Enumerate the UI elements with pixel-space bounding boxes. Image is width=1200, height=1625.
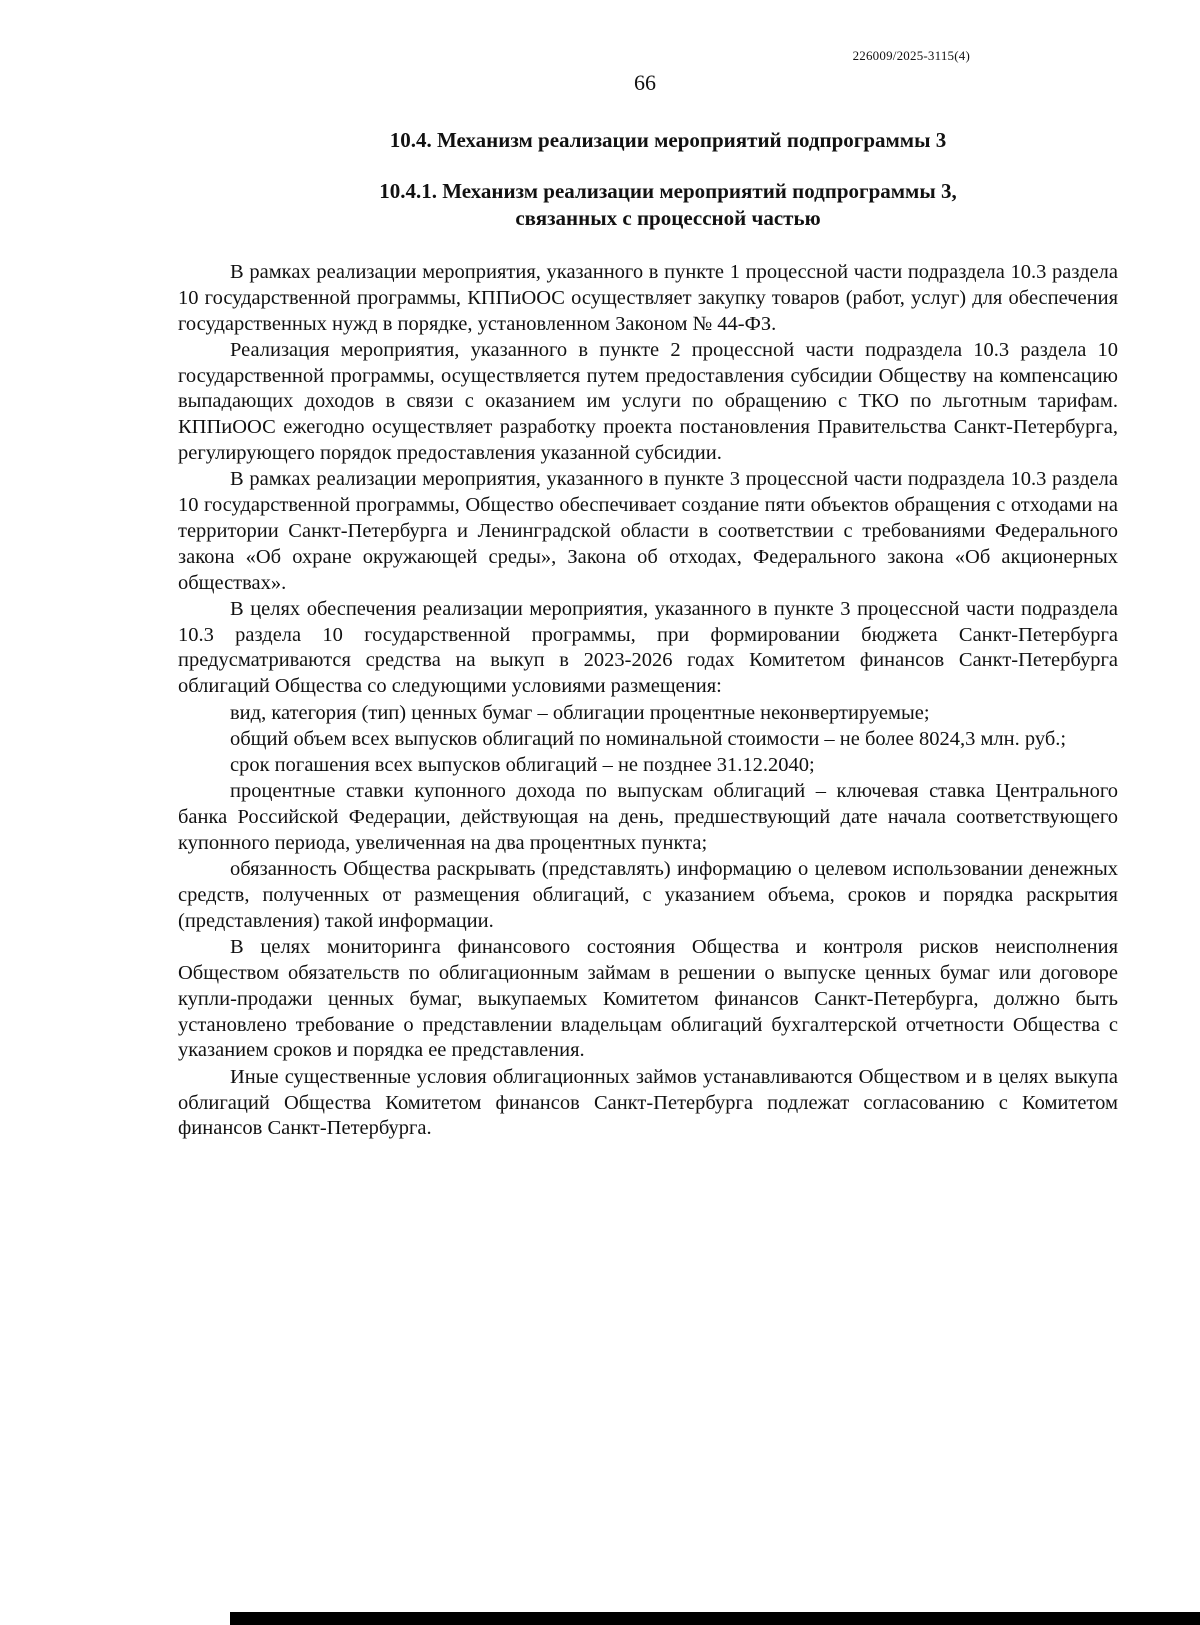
- scan-edge-border: [230, 1612, 1200, 1625]
- document-number: 226009/2025-3115(4): [852, 48, 970, 63]
- paragraph: обязанность Общества раскрывать (представлять) информацию о целевом использовании денежных средств, полученных от размещения облигаций, с указанием объема, сроков и порядка раскрытия (представления) такой информации.: [178, 858, 1118, 932]
- paragraph: срок погашения всех выпусков облигаций – не позднее 31.12.2040;: [230, 754, 815, 777]
- paragraph: В целях обеспечения реализации мероприятия, указанного в пункте 3 процессной части подраздела 10.3 раздела 10 государственной программы, при формировании бюджета Санкт-Петербурга предусматриваются средства на выкуп в 2023-2026 годах Комитетом финансов Санкт-Петербурга облигаций Общества со следующими условиями размещения:: [178, 597, 1118, 698]
- subsection-title-line-2: связанных с процессной частью: [515, 206, 821, 230]
- paragraph: процентные ставки купонного дохода по выпускам облигаций – ключевая ставка Центрального банка Российской Федерации, действующая на день, предшествующий дате начала соответствующего купонного периода, увеличенная на два процентных пункта;: [178, 780, 1118, 855]
- paragraph: вид, категория (тип) ценных бумаг – облигации процентные неконвертируемые;: [230, 701, 930, 724]
- paragraph: Реализация мероприятия, указанного в пункте 2 процессной части подраздела 10.3 раздела 10 государственной программы, осуществляется путем предоставления субсидии Обществу на компенсацию выпадающих доходов в связи с оказанием им услуги по обращению с ТКО по льготным тарифам. КППиООС ежегодно осуществляет разработку проекта постановления Правительства Санкт-Петербурга, регулирующего порядок предоставления указанной субсидии.: [178, 338, 1118, 465]
- subsection-title-line-1: 10.4.1. Механизм реализации мероприятий подпрограммы 3,: [379, 179, 957, 203]
- subsection-title: [178, 178, 1118, 232]
- paragraph: Иные существенные условия облигационных займов устанавливаются Обществом и в целях выкупа облигаций Общества Комитетом финансов Санкт-Петербурга подлежат согласованию с Комитетом финансов Санкт-Петербурга.: [178, 1065, 1118, 1140]
- paragraph: общий объем всех выпусков облигаций по номинальной стоимости – не более 8024,3 млн. руб.;: [230, 727, 1067, 750]
- paragraph: В целях мониторинга финансового состояния Общества и контроля рисков неисполнения Обществом обязательств по облигационным займам в решении о выпуске ценных бумаг или договоре купли-продажи ценных бумаг, выкупаемых Комитетом финансов Санкт-Петербурга, должно быть установлено требование о представлении владельцам облигаций бухгалтерской отчетности Общества с указанием сроков и порядка ее представления.: [178, 936, 1118, 1062]
- page-number: 66: [634, 70, 656, 95]
- section-title: 10.4. Механизм реализации мероприятий подпрограммы 3: [389, 128, 947, 152]
- paragraph: В рамках реализации мероприятия, указанного в пункте 3 процессной части подраздела 10.3 раздела 10 государственной программы, Общество обеспечивает создание пяти объектов обращения с отходами на территории Санкт-Петербурга и Ленинградской области в соответствии с требованиями Федерального закона «Об охране окружающей среды», Закона об отходах, Федерального закона «Об акционерных обществах».: [178, 468, 1118, 594]
- document-body: [178, 126, 1118, 1143]
- paragraph: В рамках реализации мероприятия, указанного в пункте 1 процессной части подраздела 10.3 раздела 10 государственной программы, КППиООС осуществляет закупку товаров (работ, услуг) для обеспечения государственных нужд в порядке, установленном Законом № 44-ФЗ.: [178, 261, 1118, 335]
